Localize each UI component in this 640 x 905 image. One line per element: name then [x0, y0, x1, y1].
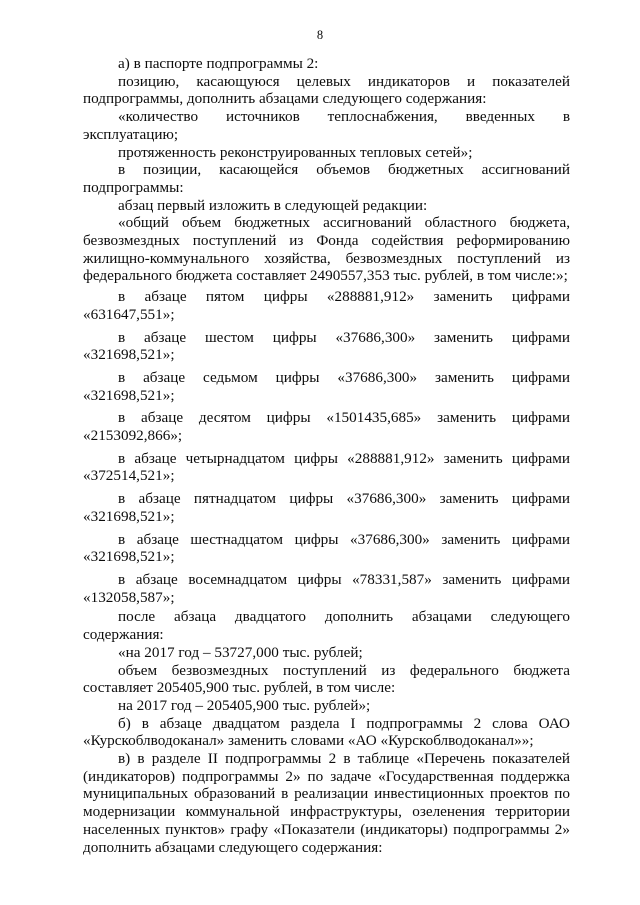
- paragraph-abzac-16: в абзаце шестнадцатом цифры «37686,300» заменить цифрами «321698,521»;: [83, 530, 570, 566]
- paragraph-first-abzac: абзац первый изложить в следующей редакции:: [118, 196, 428, 214]
- paragraph-budget-position: в позиции, касающейся объемов бюджетных ассигнований подпрограммы:: [83, 161, 570, 196]
- paragraph-heat-sources: «количество источников теплоснабжения, введенных в эксплуатацию;: [83, 108, 570, 143]
- paragraph-abzac-10: в абзаце десятом цифры «1501435,685» заменить цифрами «2153092,866»;: [83, 409, 570, 445]
- paragraph-abzac-7: в абзаце седьмом цифры «37686,300» заменить цифрами «321698,521»;: [83, 368, 570, 404]
- document-body: [83, 55, 570, 856]
- paragraph-heat-networks: протяженность реконструированных тепловых сетей»;: [118, 143, 473, 161]
- paragraph-section-2-change: в) в разделе II подпрограммы 2 в таблице «Перечень показателей (индикаторов) подпрограммы 2» по задаче «Государственная поддержка муниципальных образований в реализации инвестиционных проектов по модернизации коммунальной инфраструктуры, озеленения территории населенных пунктов» графу «Показатели (индикаторы) подпрограммы 2» дополнить абзацами следующего содержания:: [83, 750, 570, 856]
- paragraph-federal-volume: объем безвозмездных поступлений из федерального бюджета составляет 205405,900 тыс. рублей, в том числе:: [83, 661, 570, 697]
- paragraph-2017-regional: «на 2017 год – 53727,000 тыс. рублей;: [118, 643, 363, 661]
- paragraph-abzac-5: в абзаце пятом цифры «288881,912» заменить цифрами «631647,551»;: [83, 288, 570, 323]
- paragraph-abzac-18: в абзаце восемнадцатом цифры «78331,587» заменить цифрами «132058,587»;: [83, 570, 570, 606]
- page-number: 8: [316, 28, 324, 42]
- paragraph-abzac-15: в абзаце пятнадцатом цифры «37686,300» заменить цифрами «321698,521»;: [83, 490, 570, 525]
- paragraph-total-volume: «общий объем бюджетных ассигнований областного бюджета, безвозмездных поступлений из Фонда содействия реформированию жилищно-коммунального хозяйства, безвозмездных поступлений из федерального бюджета составляет 2490557,353 тыс. рублей, в том числе:»;: [83, 214, 570, 285]
- paragraph-2017-federal: на 2017 год – 205405,900 тыс. рублей»;: [118, 696, 371, 714]
- paragraph-abzac-14: в абзаце четырнадцатом цифры «288881,912» заменить цифрами «372514,521»;: [83, 449, 570, 485]
- paragraph-abzac-6: в абзаце шестом цифры «37686,300» заменить цифрами «321698,521»;: [83, 328, 570, 364]
- paragraph-section-1-change: б) в абзаце двадцатом раздела I подпрограммы 2 слова ОАО «Курскоблводоканал» заменить словами «АО «Курскоблводоканал»»;: [83, 714, 570, 750]
- paragraph-after-abzac-20: после абзаца двадцатого дополнить абзацами следующего содержания:: [83, 608, 570, 644]
- paragraph-passport-heading: а) в паспорте подпрограммы 2:: [118, 55, 319, 72]
- paragraph-indicators-position: позицию, касающуюся целевых индикаторов и показателей подпрограммы, дополнить абзацами следующего содержания:: [83, 72, 570, 108]
